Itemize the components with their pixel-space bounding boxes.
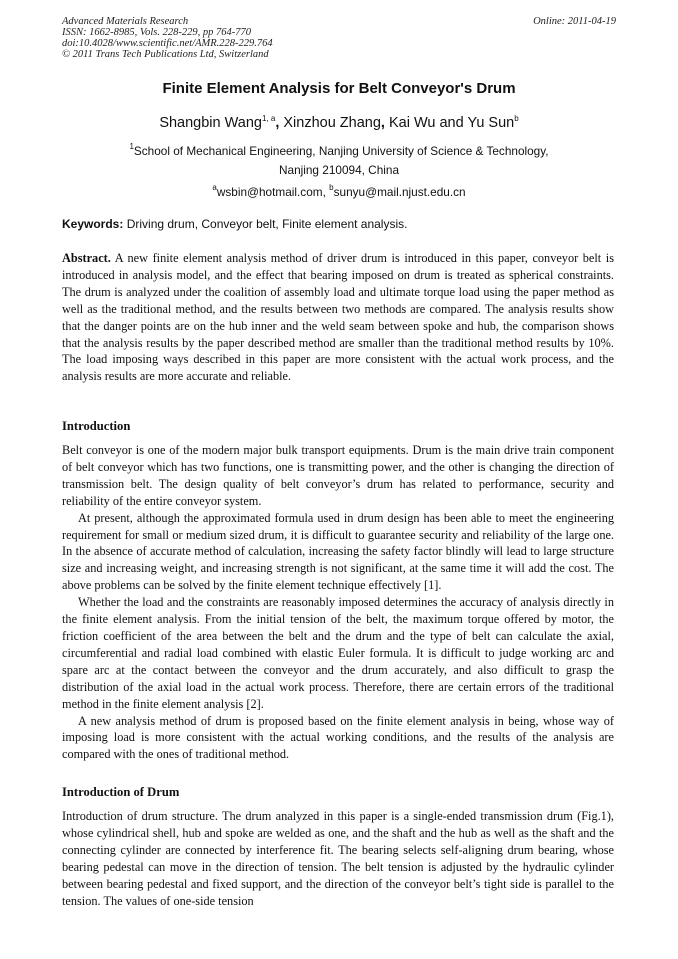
- email-superscript: a: [212, 183, 217, 192]
- affiliation-text: School of Mechanical Engineering, Nanjing University of Science & Technology,: [133, 144, 549, 158]
- introduction-body: [62, 442, 614, 763]
- paper-title: Finite Element Analysis for Belt Conveyor's Drum: [162, 80, 516, 97]
- journal-doi[interactable]: doi:10.4028/www.scientific.net/AMR.228-229.764: [62, 38, 273, 49]
- section-heading-drum: Introduction of Drum: [62, 785, 180, 799]
- online-date: Online: 2011-04-19: [533, 16, 616, 27]
- affiliation-superscript: 1: [129, 142, 134, 151]
- author-list: [0, 114, 678, 131]
- paragraph: Introduction of drum structure. The drum analyzed in this paper is a single-ended transmission drum (Fig.1), whose cylindrical shell, hub and spoke are welded as one, and the shaft and the hub as well as the shaft and the connecting cylinder are connected by interference fit. The bearing selects self-aligning drum bearing, whose bearing pedestal can move in the direction of tension. The belt tension is adjusted by the hydraulic cylinder between bearing pedestal and fixed support, and the direction of the conveyor belt’s tight side is parallel to the tension. The values of one-side tension: [62, 809, 614, 908]
- email-link[interactable]: sunyu@mail.njust.edu.cn: [333, 185, 466, 199]
- author-name: Kai Wu and Yu Sun: [384, 115, 515, 131]
- author-superscript: b: [514, 114, 519, 123]
- keywords: [62, 217, 616, 231]
- paragraph: A new analysis method of drum is proposed based on the finite element analysis in being, whose way of imposing load is more consistent with the actual working conditions, and the results of the analysis are compared with the ones of traditional method.: [62, 713, 614, 762]
- author-name: Shangbin Wang: [159, 115, 262, 131]
- paragraph: At present, although the approximated formula used in drum design has been able to meet the engineering requirement for small or medium sized drum, it is difficult to guarantee security and reliability of the large one. In the absence of accurate method of calculation, increasing the safety factor blindly will lead to large structure size and increasing weight, and increasing strength is not significant, at the same time it will add the cost. The above problems can be solved by the finite element technique effectively [1].: [62, 510, 614, 593]
- journal-issn: ISSN: 1662-8985, Vols. 228-229, pp 764-770: [62, 27, 251, 38]
- journal-copyright: © 2011 Trans Tech Publications Ltd, Switzerland: [62, 49, 269, 60]
- affiliation-line-2: Nanjing 210094, China: [278, 163, 400, 177]
- keywords-text: Driving drum, Conveyor belt, Finite element analysis.: [123, 217, 408, 231]
- journal-header: [62, 16, 616, 60]
- keywords-label: Keywords:: [62, 217, 124, 231]
- paragraph: Belt conveyor is one of the modern major bulk transport equipments. Drum is the main drive train component of belt conveyor which has two functions, one is transmitting power, and the other is changing the direction of transmission belt. The design quality of belt conveyor’s drum has related to performance, security and reliability of the entire conveyor system.: [62, 443, 614, 508]
- email-link[interactable]: wsbin@hotmail.com,: [216, 185, 330, 199]
- author-emails: [0, 183, 678, 199]
- email-superscript: b: [329, 183, 334, 192]
- abstract: [62, 250, 614, 385]
- paragraph: Whether the load and the constraints are reasonably imposed determines the accuracy of analysis directly in the finite element analysis. From the initial tension of the belt, the maximum torque offered by motor, the friction coefficient of the area between the belt and the drum and the type of belt can calculate the axial, circumferential and radial load combined with elastic Euler formula. It is difficult to judge working arc and spare arc at the contact between the conveyor and the drum accurately, and also difficult to grasp the distribution of the axial load in the actual work process. Therefore, there are certain errors of the traditional method in the finite element analysis [2].: [62, 595, 614, 711]
- author-separator: ,: [275, 115, 280, 131]
- author-name: Xinzhou Zhang: [279, 115, 381, 131]
- abstract-text: A new finite element analysis method of driver drum is introduced in this paper, conveyor belt is introduced in analysis model, and the effect that bearing imposed on drum is treated as spherical constraints. The drum is analyzed under the coalition of assembly load and ultimate torque load using the paper method as well as the traditional method, and the results between two methods are compared. The analysis results show that the danger points are on the hub inner and the weld seam between spoke and hub, the comparison shows that the analysis results by the paper described method are smaller than the traditional method results by 10%. The load imposing ways described in this paper are more consistent with the actual work process, and the analysis results are more accurate and reliable.: [62, 251, 614, 384]
- abstract-label: Abstract.: [62, 251, 111, 265]
- author-separator: ,: [380, 115, 385, 131]
- author-superscript: 1, a: [261, 114, 276, 123]
- drum-section-body: [62, 808, 614, 909]
- journal-name: Advanced Materials Research: [62, 16, 189, 27]
- affiliation-line-1: [0, 142, 678, 158]
- section-heading-introduction: Introduction: [62, 419, 131, 433]
